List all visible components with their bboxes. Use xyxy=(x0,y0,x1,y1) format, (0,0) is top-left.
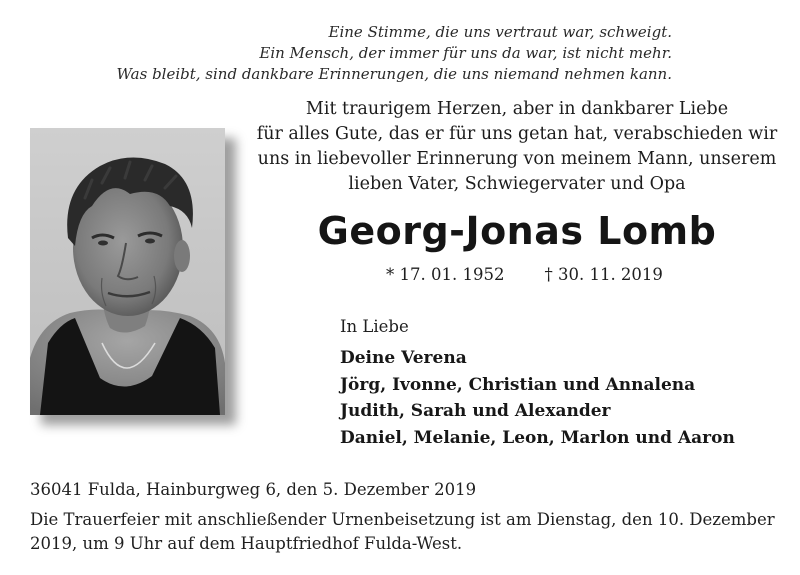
intro-line: Mit traurigem Herzen, aber in dankbarer Liebe xyxy=(305,99,729,119)
intro-line: für alles Gute, das er für uns getan hat, verabschieden wir xyxy=(256,124,778,144)
mourners-heading: In Liebe xyxy=(340,317,409,336)
address-line: 36041 Fulda, Hainburgweg 6, den 5. Dezember 2019 xyxy=(30,480,477,499)
poem-line: Eine Stimme, die uns vertraut war, schweigt. xyxy=(328,23,672,41)
mourners-list xyxy=(340,345,735,451)
portrait-photo-icon xyxy=(30,128,225,415)
funeral-info xyxy=(30,508,775,556)
mourner-line: Judith, Sarah und Alexander xyxy=(340,401,611,421)
intro-line: uns in liebevoller Erinnerung von meinem Mann, unserem xyxy=(257,149,777,169)
portrait-photo xyxy=(30,128,225,415)
intro-text xyxy=(252,97,782,197)
deceased-name: Georg-Jonas Lomb xyxy=(317,209,717,253)
intro-line: lieben Vater, Schwiegervater und Opa xyxy=(348,174,686,194)
birth-date: * 17. 01. 1952 xyxy=(386,265,505,284)
poem-line: Was bleibt, sind dankbare Erinnerungen, die uns niemand nehmen kann. xyxy=(116,65,672,83)
poem xyxy=(32,22,672,85)
death-date: † 30. 11. 2019 xyxy=(544,265,663,284)
mourner-line: Jörg, Ivonne, Christian und Annalena xyxy=(340,374,696,395)
mourner-line: Deine Verena xyxy=(340,348,467,368)
life-dates xyxy=(386,264,663,286)
mourner-line: Daniel, Melanie, Leon, Marlon und Aaron xyxy=(340,427,735,448)
funeral-line: Die Trauerfeier mit anschließender Urnenbeisetzung ist am Dienstag, den 10. Dezember xyxy=(30,510,775,529)
funeral-line: 2019, um 9 Uhr auf dem Hauptfriedhof Fulda-West. xyxy=(30,534,463,553)
poem-line: Ein Mensch, der immer für uns da war, ist nicht mehr. xyxy=(259,44,672,62)
